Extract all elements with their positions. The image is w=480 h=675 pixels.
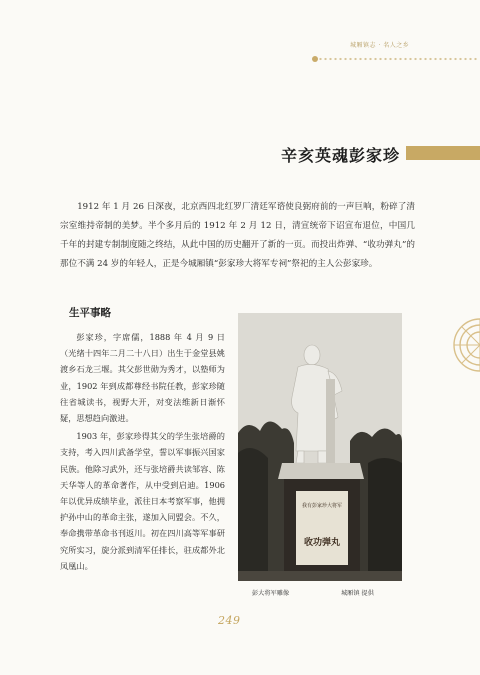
rosette-ornament-icon bbox=[450, 315, 480, 375]
intro-text bbox=[60, 198, 415, 274]
bio-paragraph-2: 1903 年，彭家珍得其父的学生张培爵的支持，考入四川武备学堂，誓以军事振兴国家民族。他除习武外，还与张培爵共读邹容、陈天华等人的革命著作，从中受到启迪。1906 年以优异成绩毕业，派往日本考察军事，他拥护孙中山的革命主张，遂加入同盟会。不久，奉命携带革命书刊返川。初在四川高等军事研究所实习，旋分派到清军任排长，驻成都外北凤凰山。 bbox=[60, 431, 225, 571]
bio-text bbox=[60, 329, 225, 576]
header-dotted-rule bbox=[318, 57, 478, 61]
title-accent-bar bbox=[406, 146, 480, 160]
photo-caption: 彭大将军雕像 bbox=[252, 590, 290, 597]
plaque-sub: 收功弹丸 bbox=[303, 538, 341, 548]
article-title: 辛亥英魂彭家珍 bbox=[280, 146, 400, 165]
section-heading: 生平事略 bbox=[69, 307, 111, 319]
statue-photo bbox=[238, 313, 402, 581]
statue-photo-illustration bbox=[238, 313, 402, 581]
bio-paragraph-1: 彭家珍，字席儒，1888 年 4 月 9 日（光绪十四年二月二十八日）出生于金堂县姚渡乡石龙三堰。其父彭世勋为秀才，以塾师为业，1902 年到成都尊经书院任教，彭家珍随往省城读书，视野大开，对变法维新日渐怀疑，思想趋向激进。 bbox=[60, 332, 225, 424]
photo-credit: 城厢镇 提供 bbox=[341, 590, 374, 597]
running-header: 城厢镇志 · 名人之乡 bbox=[350, 42, 410, 49]
intro-paragraph: 1912 年 1 月 26 日深夜，北京西四北红罗厂清廷军谘使良弼府前的一声巨响，粉碎了清宗室维持帝制的美梦。半个多月后的 1912 年 2 月 12 日，清宣统帝下诏宣布退位，中国几千年的封建专制制度随之终结，从此中国的历史翻开了新的一页。而投出炸弹、“收功弹丸”的那位不满 24 岁的年轻人，正是今城厢镇“彭家珍大将军专祠”祭祀的主人公彭家珍。 bbox=[60, 202, 415, 269]
plaque-text: 我有彭家珍大将军 bbox=[301, 503, 343, 509]
page-number: 249 bbox=[218, 614, 241, 627]
